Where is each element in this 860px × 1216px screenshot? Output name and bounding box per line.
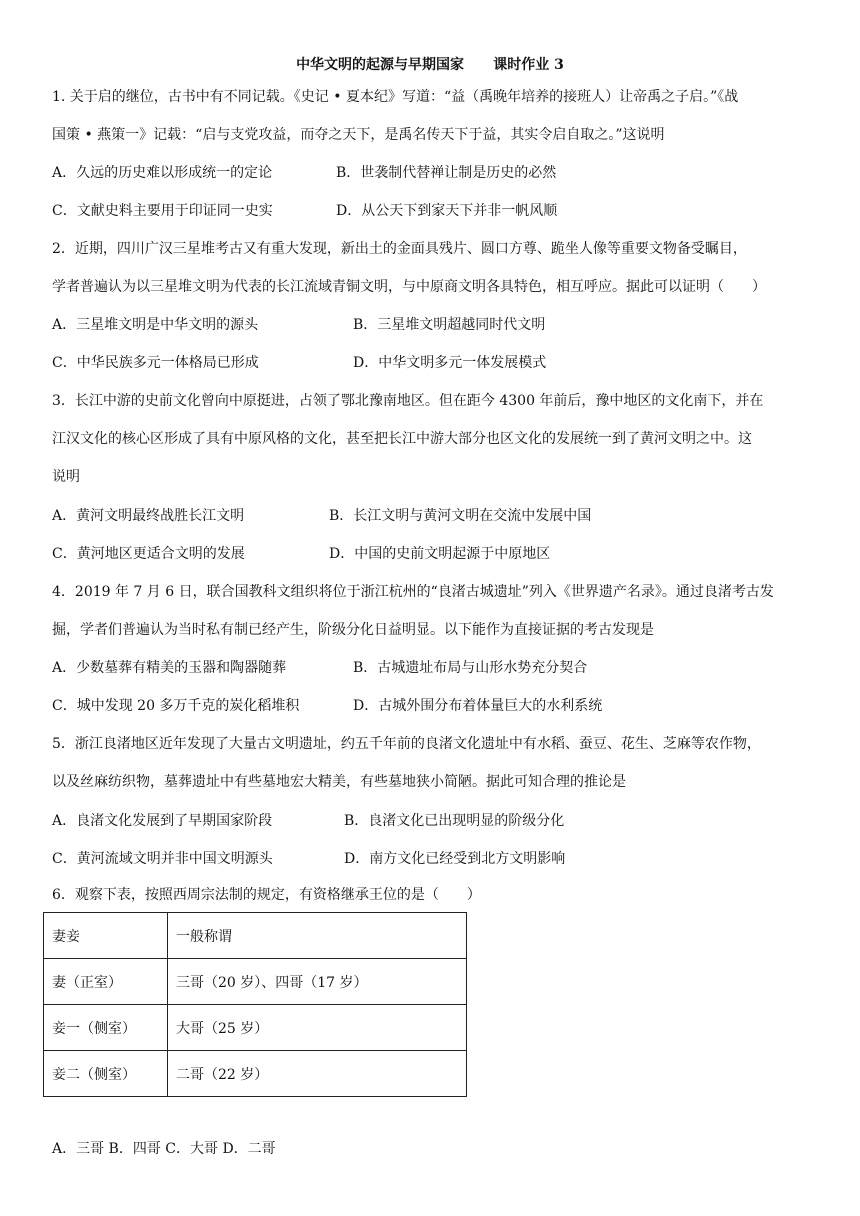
question-5-option-a: A．良渚文化发展到了早期国家阶段 — [52, 813, 273, 829]
table-cell: 三哥（20 岁）、四哥（17 岁） — [168, 959, 467, 1005]
question-1-option-b: B．世袭制代替禅让制是历史的必然 — [336, 165, 557, 181]
table-row — [44, 959, 467, 1005]
question-1-option-c: C．文献史料主要用于印证同一史实 — [52, 203, 273, 219]
question-5-option-d: D．南方文化已经受到北方文明影响 — [344, 851, 566, 867]
table-cell: 二哥（22 岁） — [168, 1051, 467, 1097]
question-4-line-1: 4．2019 年 7 月 6 日，联合国教科文组织将位于浙江杭州的“良渚古城遗址”列入《世界遗产名录》。通过良渚考古发 — [52, 584, 774, 600]
table-cell: 妻（正室） — [44, 959, 168, 1005]
table-cell: 妾二（侧室） — [44, 1051, 168, 1097]
question-3-option-a: A．黄河文明最终战胜长江文明 — [52, 508, 245, 524]
question-3-line-2: 江汉文化的核心区形成了具有中原风格的文化，甚至把长江中游大部分也区文化的发展统一到了黄河文明之中。这 — [52, 431, 752, 447]
question-5-option-c: C．黄河流域文明并非中国文明源头 — [52, 851, 273, 867]
question-2-option-b: B．三星堆文明超越同时代文明 — [353, 317, 546, 333]
table-header-row — [44, 913, 467, 959]
question-2-option-c: C．中华民族多元一体格局已形成 — [52, 355, 259, 371]
table-header-cell: 妻妾 — [44, 913, 168, 959]
question-3-option-c: C．黄河地区更适合文明的发展 — [52, 546, 245, 562]
table-cell: 大哥（25 岁） — [168, 1005, 467, 1051]
table-row — [44, 1005, 467, 1051]
question-2-line-1: 2．近期，四川广汉三星堆考古又有重大发现，新出土的金面具残片、圆口方尊、跪坐人像等重要文物备受瞩目， — [52, 241, 747, 257]
question-6-options: A．三哥 B．四哥 C．大哥 D．二哥 — [52, 1141, 276, 1157]
question-3-option-d: D．中国的史前文明起源于中原地区 — [329, 546, 551, 562]
inheritance-table — [43, 912, 467, 1097]
question-3-line-3: 说明 — [52, 469, 80, 485]
question-3-line-1: 3．长江中游的史前文化曾向中原挺进，占领了鄂北豫南地区。但在距今 4300 年前后，豫中地区的文化南下，并在 — [52, 393, 764, 409]
question-4-option-a: A．少数墓葬有精美的玉器和陶器随葬 — [52, 660, 287, 676]
question-4-option-d: D．古城外围分布着体量巨大的水利系统 — [353, 698, 603, 714]
question-5-line-1: 5．浙江良渚地区近年发现了大量古文明遗址，约五千年前的良渚文化遗址中有水稻、蚕豆、花生、芝麻等农作物， — [52, 736, 761, 752]
question-4-option-b: B．古城遗址布局与山形水势充分契合 — [353, 660, 588, 676]
question-3-option-b: B．长江文明与黄河文明在交流中发展中国 — [329, 508, 592, 524]
question-1-line-1: 1. 关于启的继位，古书中有不同记载。《史记 • 夏本纪》写道：“益（禹晚年培养的接班人）让帝禹之子启。”《战 — [52, 89, 739, 105]
question-5-line-2: 以及丝麻纺织物，墓葬遗址中有些墓地宏大精美，有些墓地狭小简陋。据此可知合理的推论是 — [52, 774, 626, 790]
question-5-option-b: B．良渚文化已出现明显的阶级分化 — [344, 813, 565, 829]
document-title: 中华文明的起源与早期国家 课时作业 3 — [296, 57, 564, 73]
question-2-option-d: D．中华文明多元一体发展模式 — [353, 355, 547, 371]
question-6-line-1: 6．观察下表，按照西周宗法制的规定，有资格继承王位的是（ ） — [52, 887, 481, 903]
table-row — [44, 1051, 467, 1097]
question-2-line-2: 学者普遍认为以三星堆文明为代表的长江流域青铜文明，与中原商文明各具特色，相互呼应。据此可以证明（ ） — [52, 279, 766, 295]
question-1-line-2: 国策 • 燕策一》记载：“启与支党攻益，而夺之天下，是禹名传天下于益，其实令启自取之。”这说明 — [52, 127, 665, 143]
question-1-option-d: D．从公天下到家天下并非一帆风顺 — [336, 203, 558, 219]
table-cell: 妾一（侧室） — [44, 1005, 168, 1051]
question-1-option-a: A．久远的历史难以形成统一的定论 — [52, 165, 273, 181]
table-header-cell: 一般称谓 — [168, 913, 467, 959]
question-2-option-a: A．三星堆文明是中华文明的源头 — [52, 317, 259, 333]
question-4-option-c: C．城中发现 20 多万千克的炭化稻堆积 — [52, 698, 300, 714]
question-4-line-2: 掘，学者们普遍认为当时私有制已经产生，阶级分化日益明显。以下能作为直接证据的考古发现是 — [52, 622, 654, 638]
